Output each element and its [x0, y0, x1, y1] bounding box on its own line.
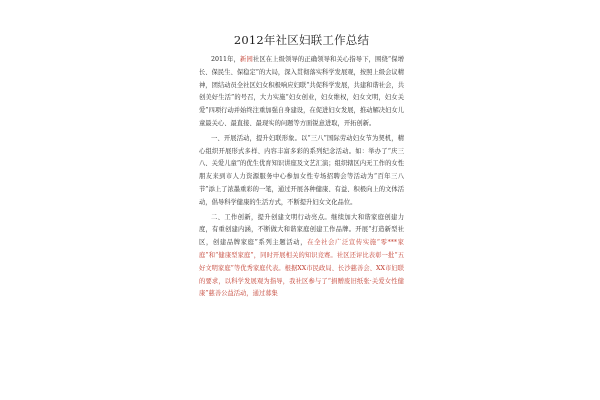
section-2-highlight: 在全社会广泛宣传实施“零***家庭”和“健康型家庭”，同时开展相关的知识竞赛。社区还评比表彰一批“五好文明家庭”等优秀家庭代表。根据XX市民政局、长沙慈善会、XX市妇联的要求，以科学发展观为指导，我社区参与了“捐赠废旧纸张·关爱女性健康”慈善公益活动，通过募集 [199, 239, 404, 298]
intro-year: 2011年， [211, 56, 241, 63]
community-name: 新园 [240, 56, 253, 63]
section-2-text: 二、工作创新，提升创建文明行动亮点。继续加大和谐家庭创建力度，有重创建内涵，不断做大和谐家庭创建工作品牌。开展“打造新型社区，创建品牌家庭”系列主题活动， [199, 213, 404, 247]
section-1-paragraph: 一、开展活动，提升妇联形象。以“三八”国际劳动妇女节为契机，精心组织开展形式多样、内容丰富多彩的系列纪念活动。如：举办了“庆三八、关爱儿童”的优生优育知识讲座及文艺汇演；组织辖区内无工作的女性朋友来到市人力资源服务中心参加女性专场招聘会等活动为“百年三八节”添上了浓墨重彩的一笔，通过开展各种健康、有益、积极向上的文体活动，倡导科学健康的生活方式，不断提升妇女文化品位。 [199, 134, 404, 206]
page-title: 2012年社区妇联工作总结 [233, 33, 370, 47]
section-2-paragraph [199, 212, 404, 302]
intro-body: 社区在上级领导的正确领导和关心指导下，围绕“保增长、保民生、保稳定”的大局，深入贯彻落实科学发展观，按照上级会议精神，团结动员全社区妇女积极响应妇联“共促科学发展，共建和谐社会，共创美好生活”的号召，大力实施“妇女创业，妇女维权，妇女文明，妇女关爱”四项行动并始终注重加强自身建设，在促进妇女发展，推动解决妇女儿童最关心、最直接、最现实的问题等方面锐意进取，开拓创新。 [199, 56, 404, 127]
document-body [199, 32, 404, 303]
intro-paragraph [199, 54, 404, 131]
